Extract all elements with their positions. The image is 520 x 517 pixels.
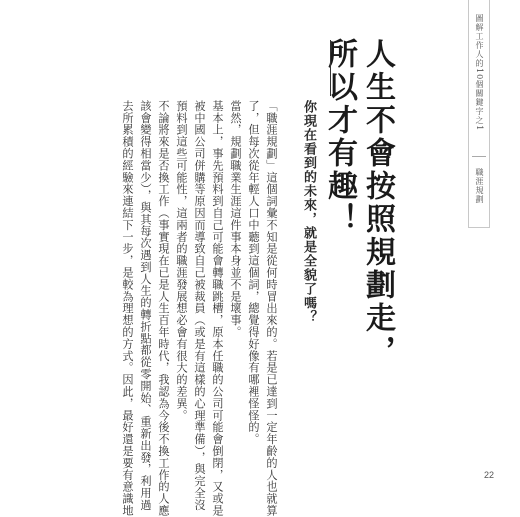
series-side-tab [468, 0, 490, 228]
title-rule [330, 40, 331, 96]
body-column: 基本上，事先預料到自己可能會轉職跳槽，原本任職的公司可能會倒閉，又或是 [211, 100, 224, 517]
chapter-label: 職涯規劃 [475, 168, 484, 204]
side-tab-divider [472, 156, 486, 157]
body-column: 不論將來是否換工作（事實現在已是人生百年時代，我認為今後不換工作的人應 [157, 100, 170, 517]
body-column: 當然，規劃職業生涯這件事本身並不是壞事。 [229, 100, 242, 338]
page-title-line-2: 所以才有趣！ [322, 38, 357, 236]
body-column: 去所累積的經驗來連結下一步，是較為理想的方式。因此，最好還是要有意識地 [121, 100, 134, 517]
body-column: 該會變得相當少），與其每次遇到人生的轉折點都從零開始、重新出發，利用過 [139, 100, 152, 511]
body-column: 預料到這些可能性，這兩者的職涯發展想必會有很大的差異。 [175, 100, 188, 422]
body-column: 「職涯規劃」這個詞彙不知是從何時冒出來的。若是已達到一定年齡的人也就算 [265, 100, 278, 517]
page-number: 22 [484, 470, 495, 480]
page-subtitle: 你現在看到的未來，就是全貌了嗎？ [301, 100, 316, 324]
series-title: 圖解工作人的10個關鍵字之1 [475, 14, 484, 132]
body-column: 了，但每次從年輕人口中聽到這個詞，總覺得好像有哪裡怪怪的。 [247, 100, 260, 446]
body-column: 被中國公司併購等原因而導致自己被裁員（或是有這樣的心理準備），與完全沒 [193, 100, 206, 511]
page-title-line-1: 人生不會按照規劃走， [360, 38, 395, 368]
